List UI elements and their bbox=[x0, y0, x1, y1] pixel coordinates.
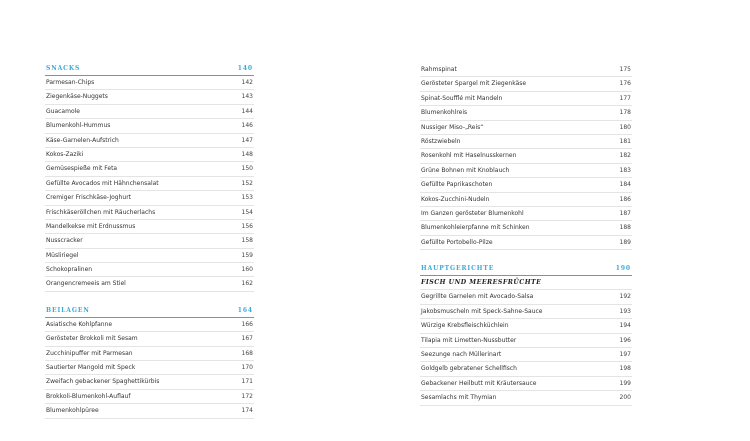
section-title: HAUPTGERICHTE bbox=[421, 265, 495, 273]
toc-entry bbox=[45, 234, 254, 248]
toc-entry bbox=[45, 206, 254, 220]
toc-section-hauptgerichte bbox=[420, 263, 632, 406]
entry-title: Nussiger Miso-„Reis“ bbox=[421, 123, 484, 131]
toc-entry bbox=[420, 319, 632, 333]
entry-page: 182 bbox=[619, 152, 631, 160]
section-page: 164 bbox=[237, 306, 253, 314]
section-title: SNACKS bbox=[46, 65, 81, 72]
entry-title: Sesamlachs mit Thymian bbox=[421, 394, 497, 402]
entry-page: 184 bbox=[619, 181, 631, 189]
entry-page: 183 bbox=[619, 166, 631, 174]
entry-page: 162 bbox=[241, 280, 253, 288]
toc-section-beilagen bbox=[45, 305, 254, 419]
entry-page: 158 bbox=[241, 237, 253, 245]
entry-page: 197 bbox=[619, 351, 631, 359]
section-page: 190 bbox=[615, 265, 631, 273]
entry-page: 168 bbox=[241, 349, 253, 357]
entry-title: Müsliriegel bbox=[46, 251, 79, 259]
entry-page: 156 bbox=[241, 222, 253, 230]
entry-title: Gefüllte Avocados mit Hähnchensalat bbox=[46, 179, 159, 187]
toc-entry bbox=[45, 220, 254, 234]
toc-left-column bbox=[45, 63, 254, 432]
entry-title: Blumenkohlreis bbox=[421, 109, 468, 117]
entry-page: 144 bbox=[241, 107, 253, 115]
entry-title: Frischkäseröllchen mit Räucherlachs bbox=[46, 208, 156, 216]
entry-page: 142 bbox=[241, 79, 253, 86]
entry-page: 194 bbox=[619, 322, 631, 330]
toc-entry bbox=[45, 162, 254, 176]
toc-entry bbox=[45, 148, 254, 162]
entry-title: Im Ganzen gerösteter Blumenkohl bbox=[421, 209, 524, 217]
toc-entry bbox=[420, 121, 632, 135]
toc-entry bbox=[420, 193, 632, 207]
entry-page: 196 bbox=[619, 336, 631, 344]
toc-entry bbox=[420, 135, 632, 149]
entry-title: Blumenkohleierpfanne mit Schinken bbox=[421, 224, 530, 232]
toc-entry bbox=[420, 149, 632, 163]
entry-page: 160 bbox=[241, 266, 253, 274]
entry-title: Gerösteter Spargel mit Ziegenkäse bbox=[421, 80, 527, 88]
entry-page: 176 bbox=[619, 80, 631, 88]
toc-entry bbox=[45, 375, 254, 389]
entry-title: Jakobsmuscheln mit Speck-Sahne-Sauce bbox=[421, 307, 543, 315]
toc-section-snacks bbox=[45, 63, 254, 292]
toc-right-column bbox=[420, 63, 632, 419]
toc-entry bbox=[420, 305, 632, 319]
entry-page: 154 bbox=[241, 208, 253, 216]
entry-page: 172 bbox=[241, 392, 253, 400]
toc-entry bbox=[420, 63, 632, 77]
entry-page: 167 bbox=[241, 335, 253, 343]
entry-title: Cremiger Frischkäse-Joghurt bbox=[46, 194, 132, 202]
entry-page: 170 bbox=[241, 364, 253, 372]
section-heading bbox=[420, 263, 632, 276]
entry-page: 198 bbox=[619, 365, 631, 373]
entry-page: 175 bbox=[619, 66, 631, 73]
entry-title: Schokopralinen bbox=[46, 266, 93, 274]
entry-page: 153 bbox=[241, 194, 253, 202]
entry-page: 181 bbox=[619, 137, 631, 145]
toc-entry bbox=[45, 347, 254, 361]
entry-title: Kokos-Zaziki bbox=[46, 150, 84, 158]
entry-title: Kokos-Zucchini-Nudeln bbox=[421, 195, 490, 203]
entry-page: 174 bbox=[241, 407, 253, 415]
entry-page: 150 bbox=[241, 165, 253, 173]
subsection-title: FISCH UND MEERESFRÜCHTE bbox=[420, 276, 632, 290]
toc-entry bbox=[420, 207, 632, 221]
toc-entry bbox=[420, 92, 632, 106]
entry-page: 187 bbox=[619, 209, 631, 217]
entry-title: Rahmspinat bbox=[421, 66, 457, 73]
entry-title: Gerösteter Brokkoli mit Sesam bbox=[46, 335, 138, 343]
entry-page: 189 bbox=[619, 238, 631, 246]
section-title: BEILAGEN bbox=[46, 306, 90, 314]
entry-title: Ziegenkäse-Nuggets bbox=[46, 93, 108, 101]
section-heading bbox=[45, 305, 254, 318]
entry-title: Gegrillte Garnelen mit Avocado-Salsa bbox=[421, 293, 534, 301]
toc-entry bbox=[420, 106, 632, 120]
entry-title: Käse-Garnelen-Aufstrich bbox=[46, 136, 119, 144]
toc-entry bbox=[420, 164, 632, 178]
entry-title: Spinat-Soufflé mit Mandeln bbox=[421, 94, 503, 102]
toc-entry bbox=[420, 348, 632, 362]
entry-title: Brokkoli-Blumenkohl-Auflauf bbox=[46, 392, 131, 400]
toc-entry bbox=[420, 391, 632, 405]
entry-page: 166 bbox=[241, 320, 253, 328]
entry-page: 152 bbox=[241, 179, 253, 187]
entry-page: 177 bbox=[619, 94, 631, 102]
entry-title: Gefüllte Paprikaschoten bbox=[421, 181, 493, 189]
entry-title: Nusscracker bbox=[46, 237, 83, 245]
toc-entry bbox=[45, 76, 254, 90]
toc-entry bbox=[45, 390, 254, 404]
entry-page: 159 bbox=[241, 251, 253, 259]
entry-title: Blumenkohl-Hummus bbox=[46, 122, 111, 130]
entry-title: Orangencremeeis am Stiel bbox=[46, 280, 126, 288]
toc-entry bbox=[45, 249, 254, 263]
entry-page: 146 bbox=[241, 122, 253, 130]
toc-entry bbox=[45, 277, 254, 291]
toc-entry bbox=[45, 119, 254, 133]
entry-title: Röstzwiebeln bbox=[421, 137, 461, 145]
entry-title: Asiatische Kohlpfanne bbox=[46, 320, 113, 328]
entry-page: 147 bbox=[241, 136, 253, 144]
entry-page: 188 bbox=[619, 224, 631, 232]
toc-entry bbox=[45, 263, 254, 277]
entry-title: Guacamole bbox=[46, 107, 80, 115]
toc-entry bbox=[45, 191, 254, 205]
entry-title: Parmesan-Chips bbox=[46, 79, 95, 86]
toc-entry bbox=[45, 404, 254, 418]
entry-title: Zweifach gebackener Spaghettikürbis bbox=[46, 378, 160, 386]
entry-page: 143 bbox=[241, 93, 253, 101]
entry-title: Goldgelb gebratener Schellfisch bbox=[421, 365, 517, 373]
entry-title: Seezunge nach Müllerinart bbox=[421, 351, 502, 359]
entry-title: Würzige Krebsfleischküchlein bbox=[421, 322, 509, 330]
entry-title: Mandelkekse mit Erdnussmus bbox=[46, 222, 136, 230]
entry-title: Gebackener Heilbutt mit Kräutersauce bbox=[421, 379, 537, 387]
entry-page: 180 bbox=[619, 123, 631, 131]
entry-page: 192 bbox=[619, 293, 631, 301]
entry-title: Rosenkohl mit Haselnusskernen bbox=[421, 152, 517, 160]
entry-page: 200 bbox=[619, 394, 631, 402]
toc-entry bbox=[45, 105, 254, 119]
entry-title: Blumenkohlpüree bbox=[46, 407, 99, 415]
toc-entry bbox=[45, 134, 254, 148]
entry-title: Gemüsespieße mit Feta bbox=[46, 165, 118, 173]
entry-title: Sautierter Mangold mit Speck bbox=[46, 364, 136, 372]
toc-entry bbox=[45, 90, 254, 104]
toc-entry bbox=[420, 290, 632, 304]
entry-page: 186 bbox=[619, 195, 631, 203]
entry-page: 178 bbox=[619, 109, 631, 117]
entry-page: 199 bbox=[619, 379, 631, 387]
toc-entry bbox=[420, 178, 632, 192]
toc-entry bbox=[420, 221, 632, 235]
toc-entry bbox=[45, 177, 254, 191]
toc-entry bbox=[420, 334, 632, 348]
toc-entry bbox=[45, 361, 254, 375]
entry-title: Zucchinipuffer mit Parmesan bbox=[46, 349, 133, 357]
entry-title: Tilapia mit Limetten-Nussbutter bbox=[421, 336, 517, 344]
entry-title: Gefüllte Portobello-Pilze bbox=[421, 238, 493, 246]
entry-page: 193 bbox=[619, 307, 631, 315]
toc-section-beilagen-continued bbox=[420, 63, 632, 250]
entry-page: 148 bbox=[241, 150, 253, 158]
section-heading bbox=[45, 63, 254, 76]
toc-entry bbox=[420, 362, 632, 376]
section-page: 140 bbox=[237, 65, 253, 72]
entry-title: Grüne Bohnen mit Knoblauch bbox=[421, 166, 510, 174]
toc-entry bbox=[45, 332, 254, 346]
toc-entry bbox=[420, 236, 632, 250]
toc-entry bbox=[420, 77, 632, 91]
toc-entry bbox=[420, 377, 632, 391]
entry-page: 171 bbox=[241, 378, 253, 386]
toc-entry bbox=[45, 318, 254, 332]
